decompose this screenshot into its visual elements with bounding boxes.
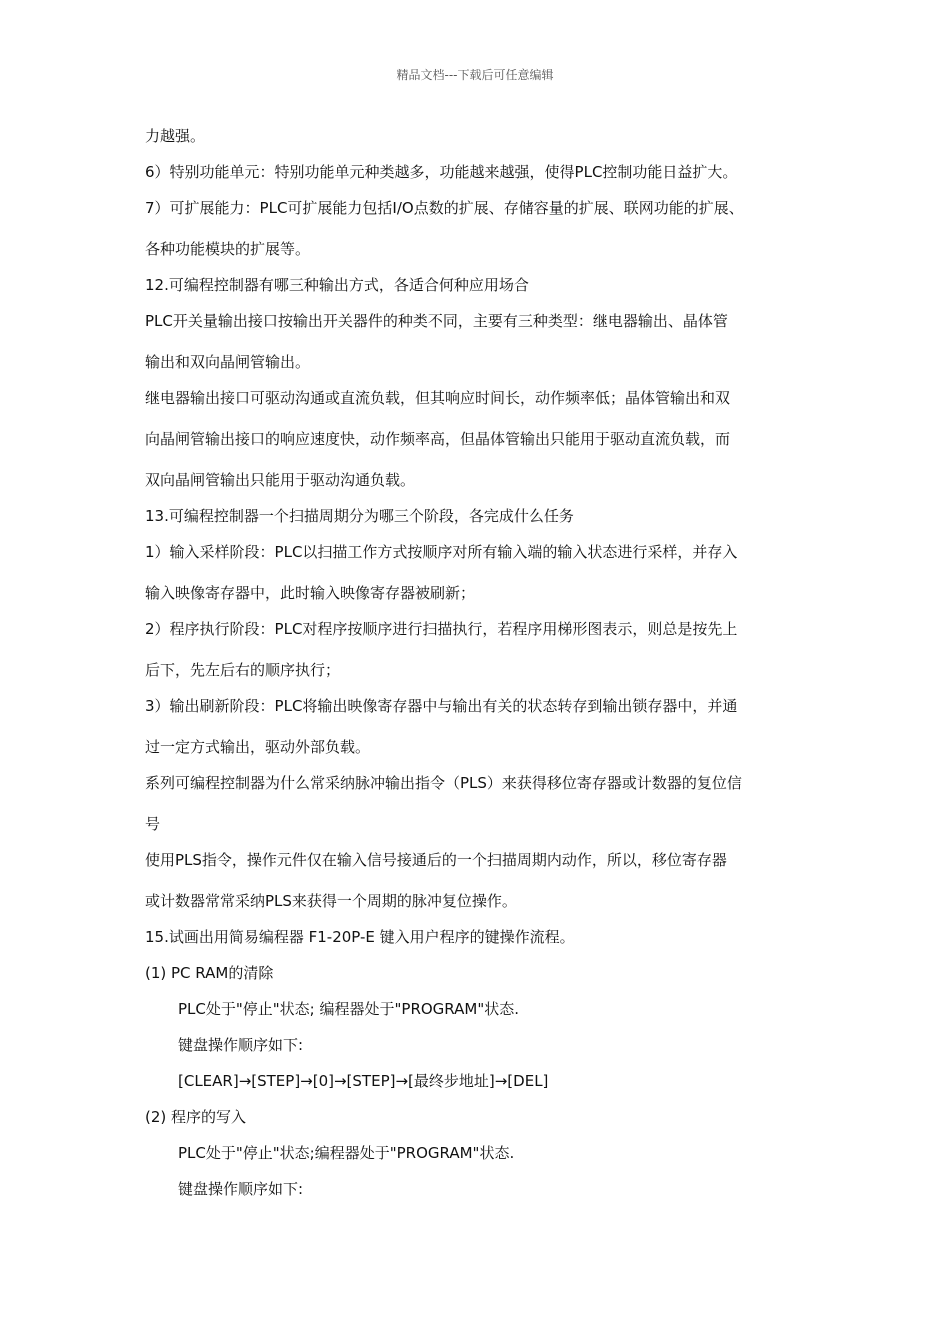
section-heading: 12.可编程控制器有哪三种输出方式，各适合何种应用场合 <box>145 276 529 294</box>
page-header: 精品文档---下载后可任意编辑 <box>396 68 554 82</box>
text-line: 双向晶闸管输出只能用于驱动沟通负载。 <box>145 471 416 489</box>
text-line: 2）程序执行阶段：PLC对程序按顺序进行扫描执行，若程序用梯形图表示，则总是按先上 <box>145 620 738 638</box>
text-line: 或计数器常常采纳PLS来获得一个周期的脉冲复位操作。 <box>145 892 517 910</box>
text-line: 继电器输出接口可驱动沟通或直流负载，但其响应时间长，动作频率低；晶体管输出和双 <box>145 389 731 407</box>
text-line: 使用PLS指令，操作元件仅在输入信号接通后的一个扫描周期内动作，所以，移位寄存器 <box>145 851 727 869</box>
section-heading: 系列可编程控制器为什么常采纳脉冲输出指令（PLS）来获得移位寄存器或计数器的复位信 <box>145 774 742 792</box>
text-line: 各种功能模块的扩展等。 <box>145 240 311 258</box>
text-line: 过一定方式输出，驱动外部负载。 <box>145 738 371 756</box>
text-line: 输入映像寄存器中，此时输入映像寄存器被刷新； <box>145 584 476 602</box>
subsection-heading: (2) 程序的写入 <box>145 1108 247 1126</box>
text-line: 6）特别功能单元：特别功能单元种类越多，功能越来越强，使得PLC控制功能日益扩大。 <box>145 163 738 181</box>
text-line: PLC处于"停止"状态; 编程器处于"PROGRAM"状态. <box>178 1000 519 1018</box>
text-line: 力越强。 <box>145 127 206 145</box>
text-line: PLC开关量输出接口按输出开关器件的种类不同，主要有三种类型：继电器输出、晶体管 <box>145 312 728 330</box>
key-sequence: [CLEAR]→[STEP]→[0]→[STEP]→[最终步地址]→[DEL] <box>178 1072 549 1090</box>
section-heading: 号 <box>145 815 161 833</box>
text-line: 键盘操作顺序如下: <box>178 1180 304 1198</box>
text-line: 1）输入采样阶段：PLC以扫描工作方式按顺序对所有输入端的输入状态进行采样，并存入 <box>145 543 738 561</box>
text-line: 7）可扩展能力：PLC可扩展能力包括I/O点数的扩展、存储容量的扩展、联网功能的扩展、 <box>145 199 744 217</box>
text-line: 3）输出刷新阶段：PLC将输出映像寄存器中与输出有关的状态转存到输出锁存器中，并通 <box>145 697 738 715</box>
text-line: 向晶闸管输出接口的响应速度快，动作频率高，但晶体管输出只能用于驱动直流负载，而 <box>145 430 731 448</box>
section-heading: 13.可编程控制器一个扫描周期分为哪三个阶段，各完成什么任务 <box>145 507 574 525</box>
text-line: PLC处于"停止"状态;编程器处于"PROGRAM"状态. <box>178 1144 515 1162</box>
section-heading: 15.试画出用简易编程器 F1-20P-E 键入用户程序的键操作流程。 <box>145 928 575 946</box>
text-line: 输出和双向晶闸管输出。 <box>145 353 311 371</box>
text-line: 键盘操作顺序如下: <box>178 1036 304 1054</box>
subsection-heading: (1) PC RAM的清除 <box>145 964 274 982</box>
document-body <box>145 126 817 1199</box>
text-line: 后下，先左后右的顺序执行； <box>145 661 341 679</box>
